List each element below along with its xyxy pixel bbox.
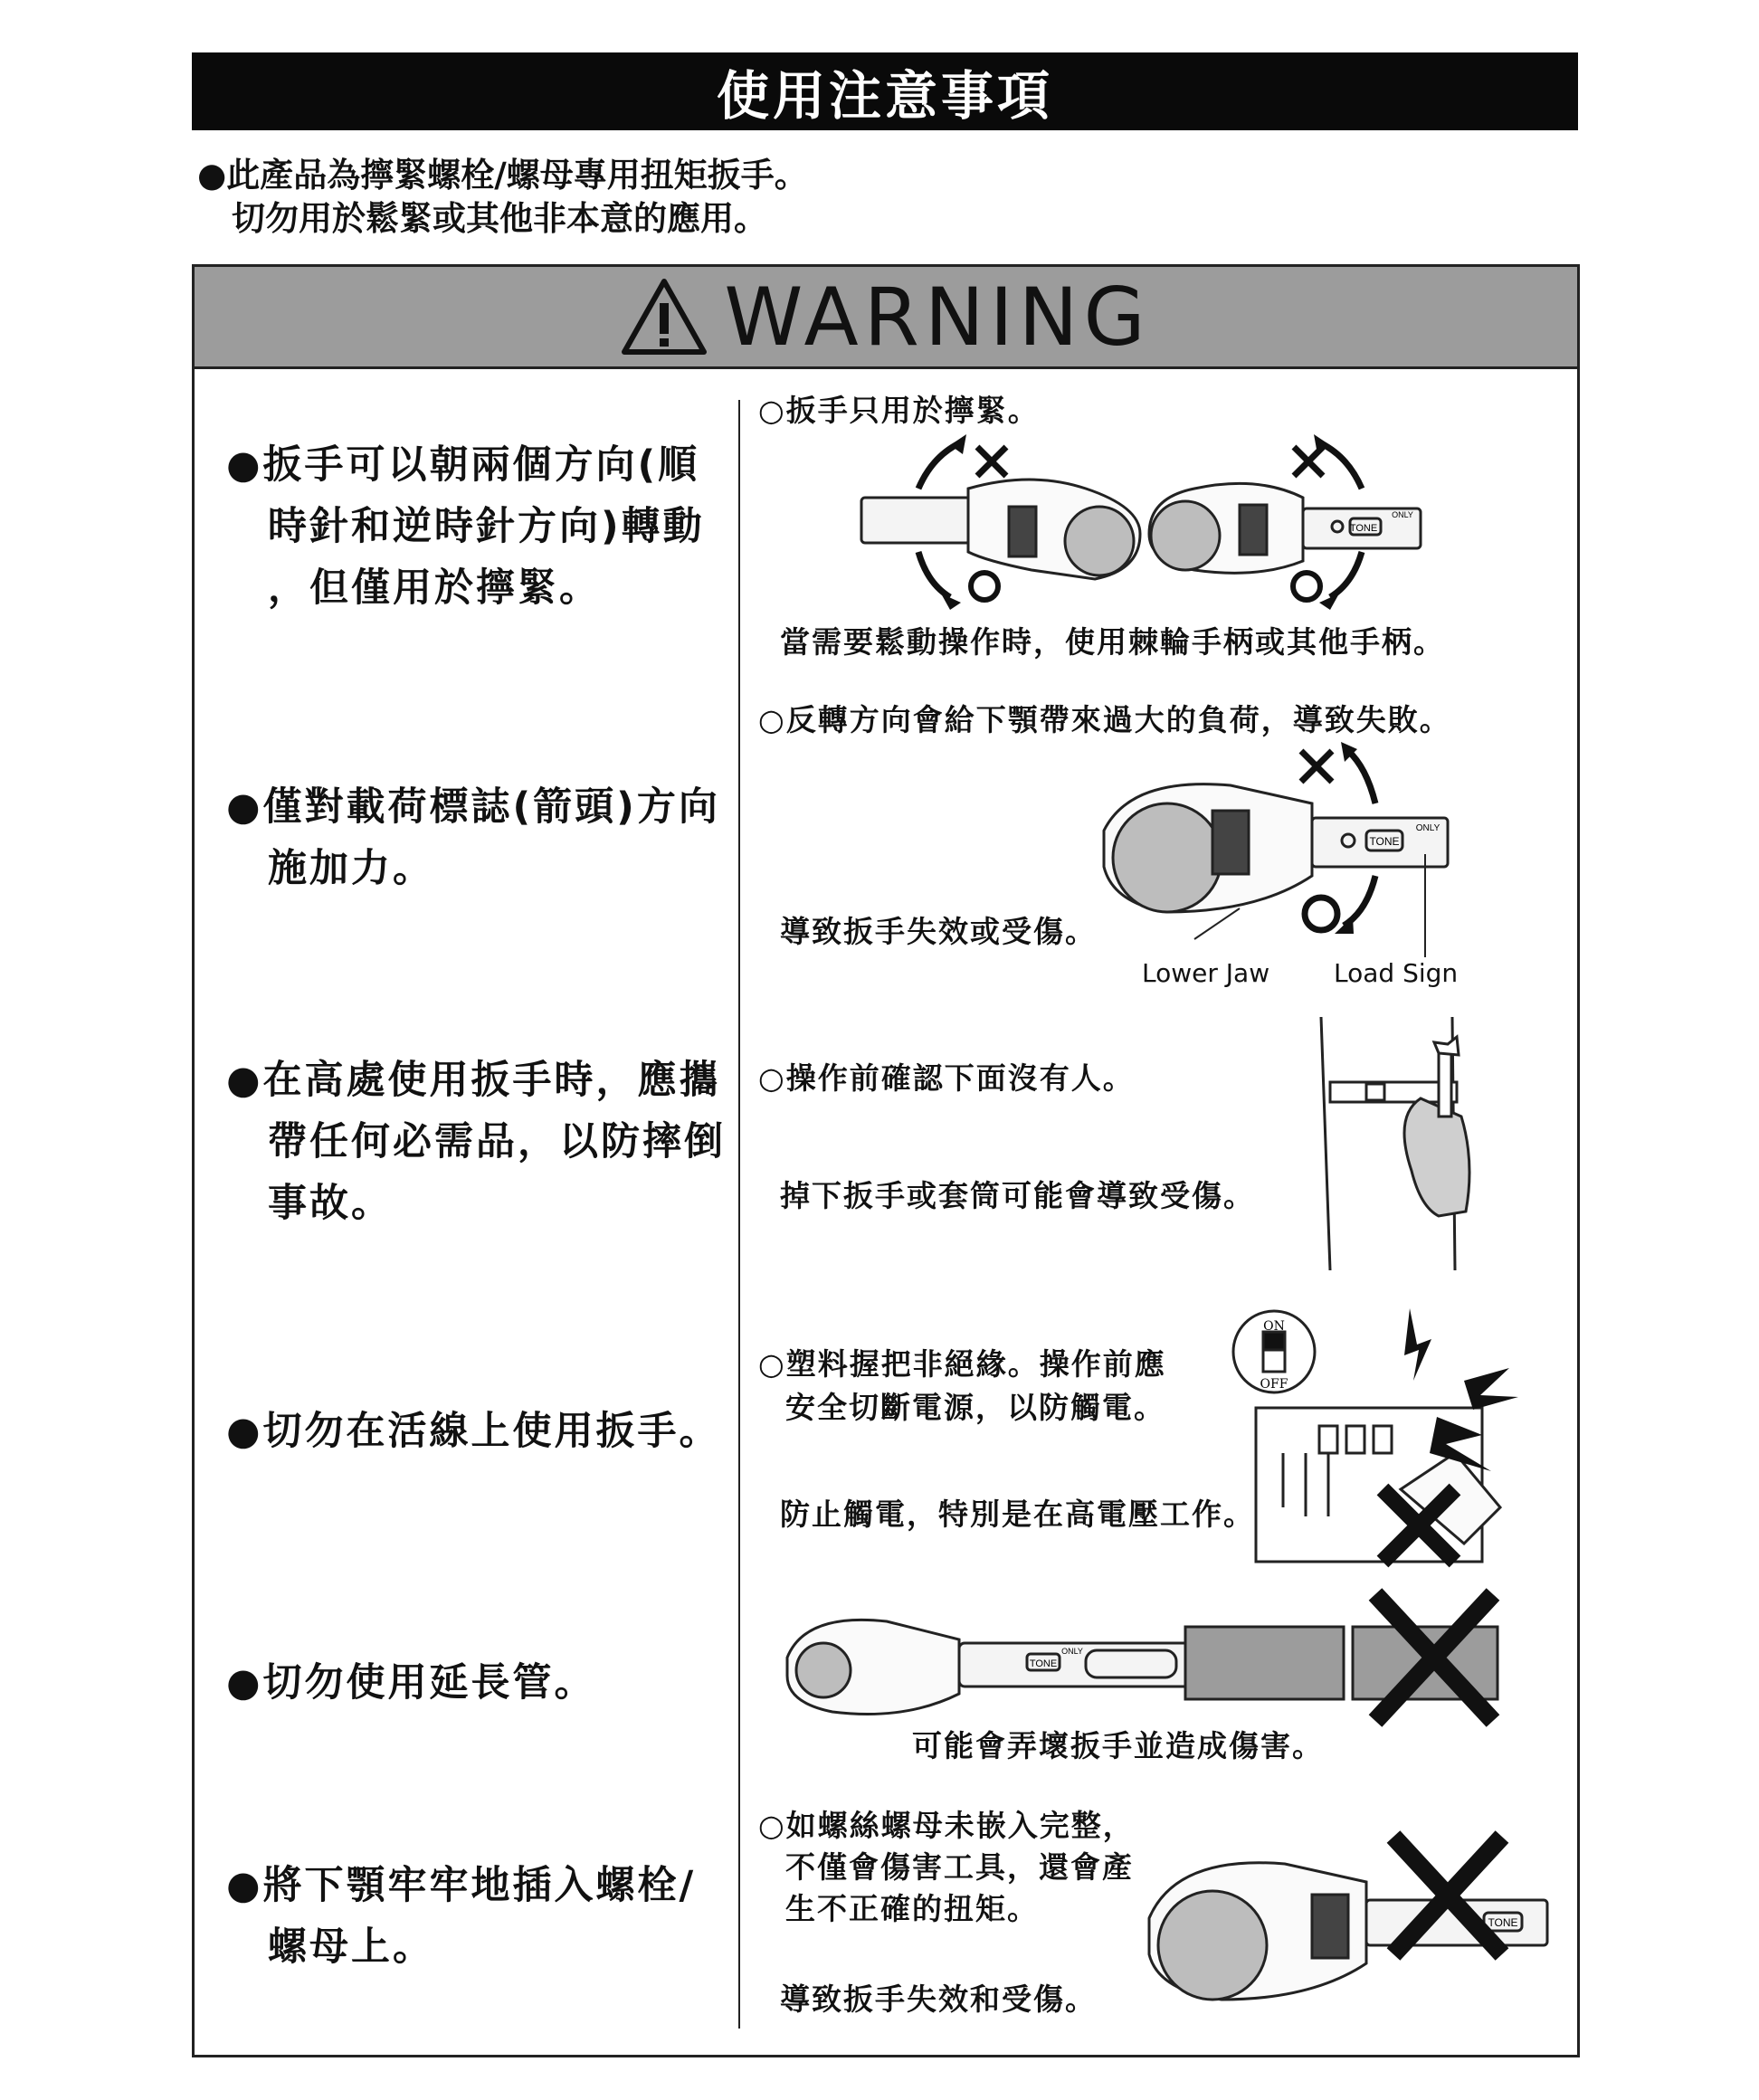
warning-triangle-icon xyxy=(621,278,708,356)
rule-1-line-3: ，但僅用於擰緊。 xyxy=(268,565,601,611)
rule-3-line-2: 帶任何必需品，以防摔倒 xyxy=(268,1119,726,1164)
intro-note xyxy=(197,154,808,241)
rule-4-note-2: 安全切斷電源，以防觸電。 xyxy=(785,1390,1165,1425)
rule-6-note-1: ○如螺絲螺母未嵌入完整， xyxy=(758,1808,1135,1843)
warning-heading: WARNING xyxy=(724,270,1151,364)
rule-6-note-3: 生不正確的扭矩。 xyxy=(785,1891,1039,1926)
switch-on-label: ON xyxy=(1263,1319,1285,1334)
rule-6-caption: 導致扳手失效和受傷。 xyxy=(780,1981,1097,2017)
rule-2-text xyxy=(226,776,733,899)
loose-fit-illustration xyxy=(1131,1828,1556,2018)
brand-mark-4: TONE xyxy=(1488,1916,1518,1929)
live-wire-illustration xyxy=(1193,1308,1536,1562)
rule-2-caption: 導致扳手失效或受傷。 xyxy=(780,914,1097,949)
rule-5-line-1: ●切勿使用延長管。 xyxy=(226,1660,596,1706)
switch-off-label: OFF xyxy=(1260,1377,1288,1392)
column-divider xyxy=(738,400,740,2029)
only-mark-2: ONLY xyxy=(1415,823,1440,833)
rule-2-line-2: 施加力。 xyxy=(268,846,434,891)
rule-3-note: ○操作前確認下面沒有人。 xyxy=(758,1060,1135,1096)
warning-header xyxy=(195,267,1577,369)
rule-1-line-2: 時針和逆時針方向)轉動 xyxy=(268,504,705,549)
tool-holster-illustration xyxy=(1312,1017,1493,1279)
rule-1-note: ○扳手只用於擰緊。 xyxy=(758,393,1040,428)
rule-3-caption: 掉下扳手或套筒可能會導致受傷。 xyxy=(780,1178,1255,1213)
right-wrench xyxy=(1149,483,1421,573)
load-sign-illustration xyxy=(1077,740,1457,957)
rule-4-text xyxy=(226,1401,733,1462)
rule-4-caption: 防止觸電，特別是在高電壓工作。 xyxy=(780,1497,1255,1532)
page-title: 使用注意事項 xyxy=(192,52,1578,130)
intro-line-2: 切勿用於鬆緊或其他非本意的應用。 xyxy=(232,199,767,238)
rule-1-text xyxy=(226,434,733,619)
only-mark-1: ONLY xyxy=(1392,510,1413,519)
rule-6-line-1: ●將下顎牢牢地插入螺栓/ xyxy=(226,1863,697,1908)
lower-jaw-label: Lower Jaw xyxy=(1142,958,1270,988)
brand-mark-3: TONE xyxy=(1029,1658,1058,1669)
rule-6-line-2: 螺母上。 xyxy=(268,1924,434,1970)
rule-5-text xyxy=(226,1652,733,1714)
rule-6-text xyxy=(226,1855,733,1978)
rule-2-note: ○反轉方向會給下顎帶來過大的負荷，導致失敗。 xyxy=(758,702,1451,737)
brand-mark-1: TONE xyxy=(1349,523,1378,534)
rule-2-line-1: ●僅對載荷標誌(箭頭)方向 xyxy=(226,784,720,830)
extension-pipe-illustration xyxy=(778,1594,1502,1730)
rule-4-note-1: ○塑料握把非絕緣。操作前應 xyxy=(758,1346,1166,1382)
brand-mark-2: TONE xyxy=(1369,835,1400,848)
rule-3-line-3: 事故。 xyxy=(268,1181,393,1226)
intro-line-1: ●此產品為擰緊螺栓/螺母專用扭矩扳手。 xyxy=(197,156,808,195)
rule-3-text xyxy=(226,1050,733,1234)
rule-1-caption: 當需要鬆動操作時，使用棘輪手柄或其他手柄。 xyxy=(780,624,1445,660)
only-mark-3: ONLY xyxy=(1061,1647,1083,1656)
rule-6-note-2: 不僅會傷害工具，還會產 xyxy=(785,1849,1134,1885)
load-sign-label: Load Sign xyxy=(1334,958,1459,988)
rule-1-line-1: ●扳手可以朝兩個方向(順 xyxy=(226,442,700,488)
wrench-direction-illustration xyxy=(851,434,1430,615)
rule-4-line-1: ●切勿在活線上使用扳手。 xyxy=(226,1409,721,1454)
rule-5-caption: 可能會弄壞扳手並造成傷害。 xyxy=(912,1728,1324,1763)
left-wrench xyxy=(861,480,1140,579)
rule-3-line-1: ●在高處使用扳手時，應攜 xyxy=(226,1058,721,1103)
